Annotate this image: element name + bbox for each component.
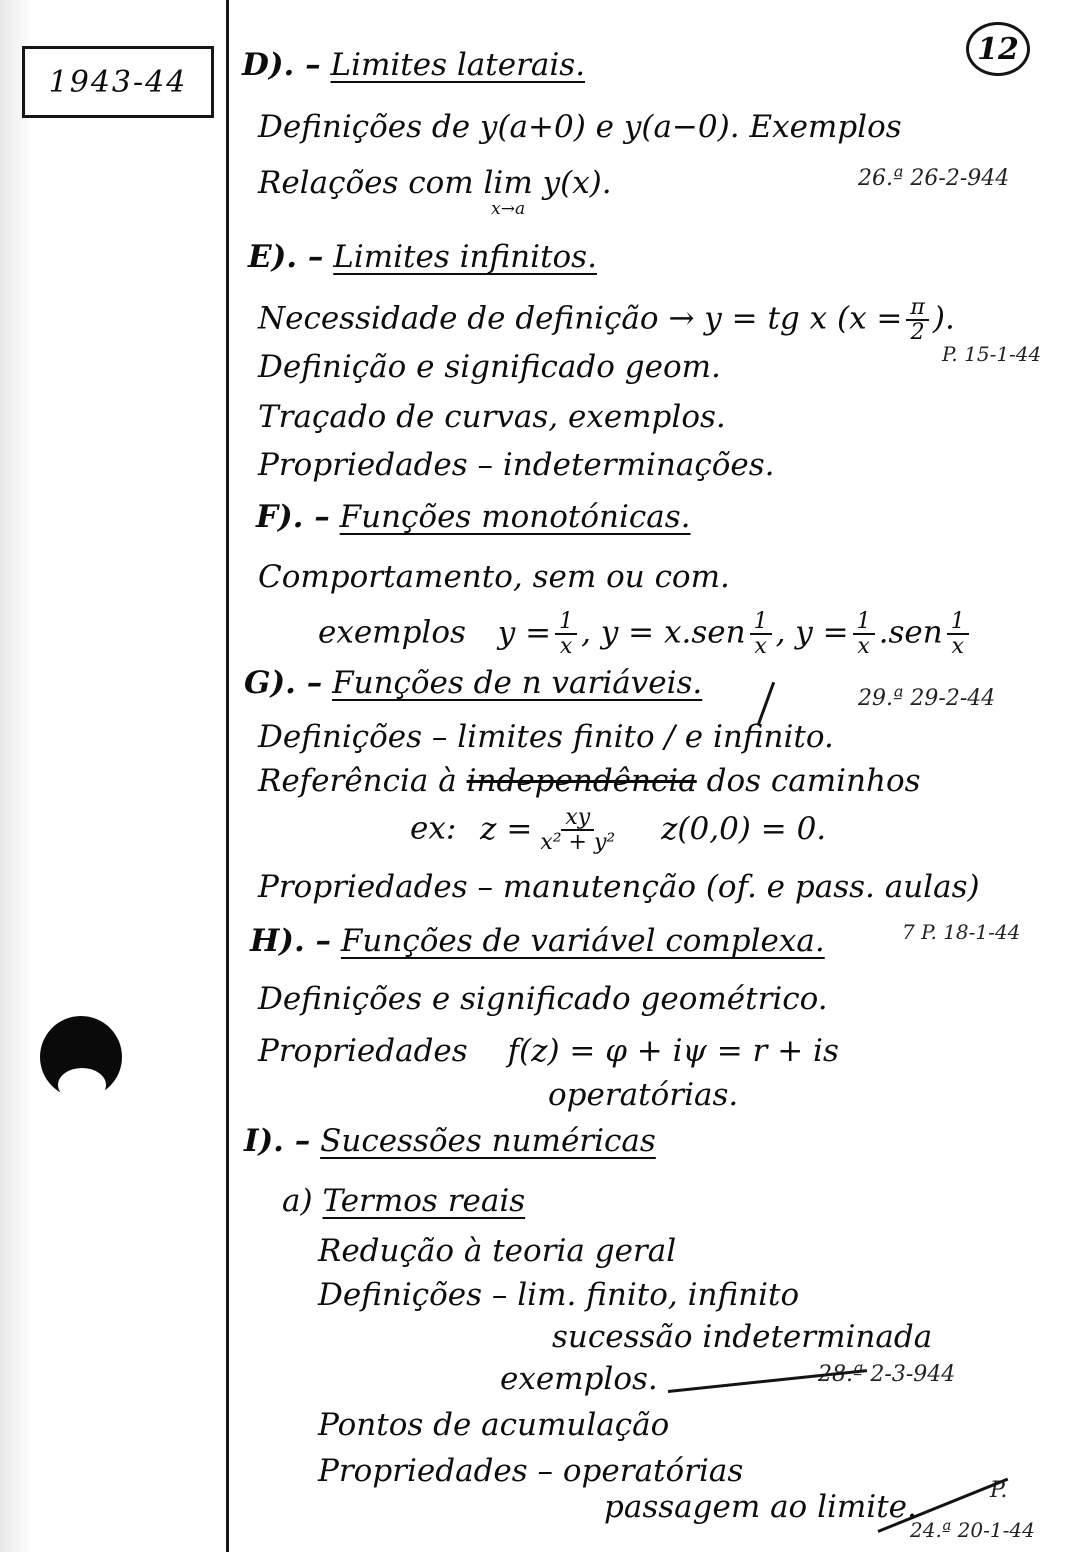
example-3-mid: .sen — [878, 614, 943, 651]
section-d-line2-expr: y(x). — [542, 165, 612, 201]
section-e-line1-text: Necessidade de definição — [258, 300, 659, 337]
section-g-line2-prefix: Referência à — [258, 763, 457, 799]
page-number: 12 — [977, 31, 1019, 67]
section-d-title: Limites laterais. — [330, 47, 586, 83]
section-h-line1: Definições e significado geométrico. — [258, 981, 828, 1017]
section-e-line1-expr: y = tg x — [704, 300, 828, 337]
section-f-heading-line — [256, 499, 691, 535]
limit-notation — [483, 165, 533, 219]
section-g-line1: Definições – limites finito / e infinito. — [258, 719, 834, 755]
section-i-line1: Redução à teoria geral — [318, 1233, 677, 1269]
section-h-line2-expr: f(z) = φ + iψ = r + is — [507, 1033, 839, 1069]
section-i-heading-line — [244, 1123, 656, 1159]
section-f-heading: F). – — [256, 499, 330, 535]
section-i-sub-a-line — [282, 1183, 526, 1219]
section-g-line4: Propriedades – manutenção (of. e pass. aulas) — [258, 869, 980, 905]
section-g-ex-rhs: z(0,0) = 0. — [661, 810, 827, 847]
page-number-circle — [966, 22, 1030, 76]
section-d-heading: D). – — [242, 47, 321, 83]
fraction-numerator: 1 — [750, 610, 772, 635]
section-d-line2-prefix: Relações com — [258, 165, 474, 201]
section-i-sub-a-label: a) — [282, 1183, 313, 1219]
section-i-line6: Propriedades – operatórias — [318, 1453, 744, 1489]
section-i-date-note-2b: 24.ª 20-1-44 — [910, 1518, 1035, 1542]
binder-hole-highlight — [58, 1068, 106, 1102]
section-i-sub-a-title: Termos reais — [322, 1183, 526, 1219]
section-e-line1-paren-open: (x = — [836, 300, 903, 337]
pi-half-fraction — [906, 296, 928, 344]
fraction-numerator: xy — [561, 806, 594, 831]
section-h-line2 — [258, 1033, 839, 1069]
limit-subscript: x→a — [491, 199, 526, 219]
fraction-denominator: 2 — [910, 320, 925, 346]
section-i-date-note-1: 28.ª 2-3-944 — [818, 1362, 956, 1387]
limit-symbol: lim — [483, 165, 533, 201]
section-e-heading-line — [248, 239, 597, 275]
fraction-denominator: x² + y² — [540, 830, 616, 856]
section-d-date-note: 26.ª 26-2-944 — [858, 166, 1010, 191]
section-f-line1: Comportamento, sem ou com. — [258, 559, 730, 595]
section-g-line2 — [258, 763, 921, 799]
section-e-line1 — [258, 296, 955, 344]
section-e-line1-paren-close: ). — [932, 300, 955, 337]
example-3-prefix: , y = — [775, 614, 849, 651]
section-i-title: Sucessões numéricas — [320, 1123, 656, 1159]
section-h-title: Funções de variável complexa. — [340, 923, 825, 959]
fraction-denominator: x — [951, 634, 964, 660]
fraction-numerator: 1 — [947, 610, 969, 635]
fraction-denominator: x — [559, 634, 573, 660]
section-g-ex-label: ex: — [410, 810, 457, 847]
section-i-line4: exemplos. — [500, 1361, 658, 1397]
fraction-numerator: 1 — [853, 610, 875, 635]
section-g-ex-lhs: z = — [480, 810, 533, 847]
section-d-heading-line — [242, 47, 586, 83]
section-h-line2-prefix: Propriedades — [258, 1033, 468, 1069]
example-2-fraction — [750, 610, 772, 658]
margin-shadow — [0, 0, 32, 1552]
section-e-title: Limites infinitos. — [333, 239, 597, 275]
fraction-numerator: π — [906, 296, 928, 321]
section-e-line4: Propriedades – indeterminações. — [258, 447, 775, 483]
year-label: 1943-44 — [48, 64, 188, 100]
section-d-line1: Definições de y(a+0) e y(a−0). Exemplos — [258, 109, 902, 145]
fraction-denominator: x — [857, 634, 870, 660]
section-g-line2-suffix: dos caminhos — [706, 763, 921, 799]
example-1-fraction — [555, 610, 577, 658]
section-f-examples-line — [318, 610, 973, 658]
section-h-date-note: 7 P. 18-1-44 — [902, 920, 1021, 944]
section-i-date-note-2a: P. — [990, 1478, 1008, 1503]
section-h-heading: H). – — [250, 923, 332, 959]
section-e-date-note: P. 15-1-44 — [942, 342, 1042, 366]
section-g-title: Funções de n variáveis. — [332, 665, 703, 701]
section-e-line2: Definição e significado geom. — [258, 349, 721, 385]
section-f-examples-label: exemplos — [318, 614, 466, 651]
section-e-line3: Traçado de curvas, exemplos. — [258, 399, 726, 435]
section-h-heading-line — [250, 923, 825, 959]
margin-line — [226, 0, 229, 1552]
section-h-line3: operatórias. — [548, 1077, 739, 1113]
section-e-heading: E). – — [248, 239, 324, 275]
section-i-heading: I). – — [244, 1123, 311, 1159]
section-i-line5: Pontos de acumulação — [318, 1407, 670, 1443]
year-box — [22, 46, 214, 118]
example-3-fraction-b — [947, 610, 969, 658]
section-g-example-line — [410, 806, 826, 854]
example-1-prefix: y = — [497, 614, 552, 651]
arrow-icon: → — [668, 300, 695, 337]
section-g-line2-struck: independência — [466, 763, 697, 799]
example-3-fraction-a — [853, 610, 875, 658]
section-f-title: Funções monotónicas. — [339, 499, 691, 535]
fraction-denominator: x — [754, 634, 767, 660]
section-g-ex-fraction — [536, 806, 619, 854]
fraction-numerator: 1 — [555, 610, 577, 635]
section-g-heading-line — [244, 665, 703, 701]
section-i-line2: Definições – lim. finito, infinito — [318, 1277, 800, 1313]
section-i-line7: passagem ao limite. — [604, 1489, 917, 1525]
section-i-line3: sucessão indeterminada — [552, 1319, 933, 1355]
section-g-heading: G). – — [244, 665, 323, 701]
example-2-prefix: , y = x.sen — [581, 614, 746, 651]
section-d-line2 — [258, 165, 612, 219]
section-g-date-note: 29.ª 29-2-44 — [858, 686, 996, 711]
